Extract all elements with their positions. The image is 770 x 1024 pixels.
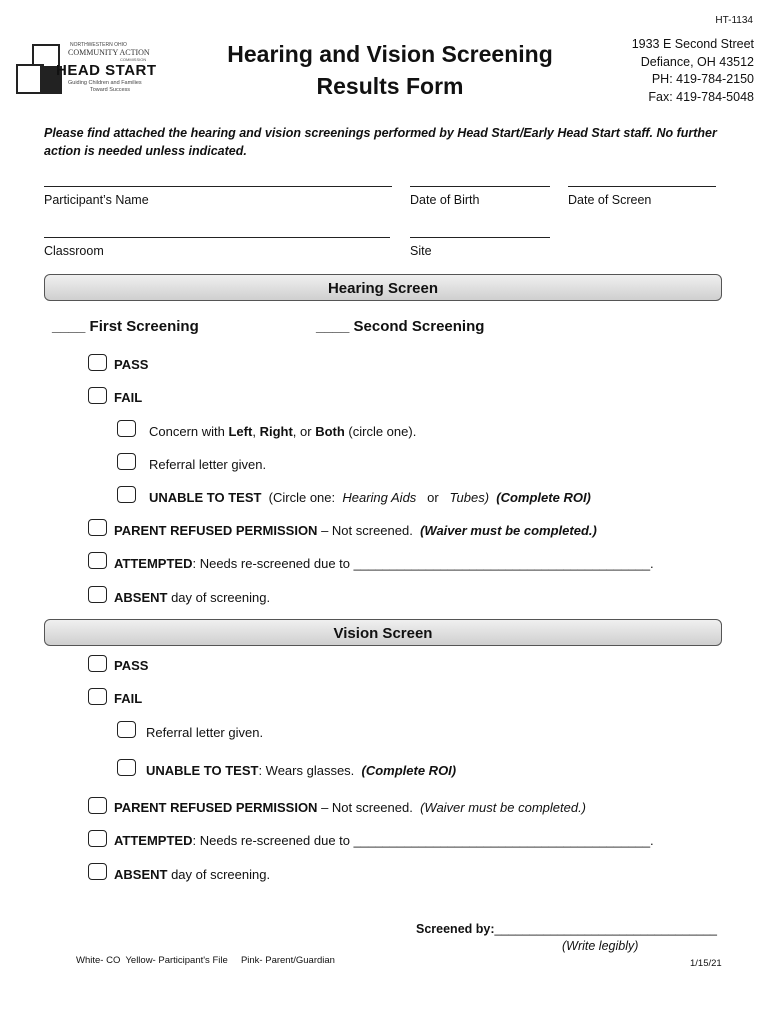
logo-tagline-2: Toward Success bbox=[90, 87, 131, 93]
vision-attempted-text: ATTEMPTED: Needs re-screened due to _________________________________________. bbox=[114, 833, 654, 848]
vision-unable-checkbox[interactable] bbox=[117, 759, 136, 776]
logo-org-small: NORTHWESTERN OHIO bbox=[70, 42, 127, 48]
hearing-unable-text: UNABLE TO TEST (Circle one: Hearing Aids or Tubes) (Complete ROI) bbox=[149, 490, 591, 505]
second-screening: ____ Second Screening bbox=[316, 318, 485, 335]
copy-distribution: White- CO Yellow- Participant's File Pink- Parent/Guardian bbox=[76, 955, 335, 966]
hearing-fail-label: FAIL bbox=[114, 390, 143, 405]
screened-by-line[interactable]: ________________________________ bbox=[494, 922, 717, 936]
form-title bbox=[220, 38, 560, 102]
hearing-absent-text: ABSENT day of screening. bbox=[114, 590, 271, 605]
hearing-fail-checkbox[interactable] bbox=[88, 387, 107, 404]
vision-fail-label: FAIL bbox=[114, 691, 143, 706]
vision-absent-checkbox[interactable] bbox=[88, 863, 107, 880]
logo-tagline-1: Guiding Children and Families bbox=[68, 80, 142, 86]
logo-org-sub: COMMISSION bbox=[120, 57, 147, 62]
screened-by-label: Screened by: bbox=[416, 922, 495, 936]
hearing-absent-checkbox[interactable] bbox=[88, 586, 107, 603]
vision-referral-checkbox[interactable] bbox=[117, 721, 136, 738]
hearing-refused-checkbox[interactable] bbox=[88, 519, 107, 536]
site-label: Site bbox=[410, 244, 432, 258]
vision-unable-text: UNABLE TO TEST: Wears glasses. (Complete ROI) bbox=[146, 763, 457, 778]
vision-fail-checkbox[interactable] bbox=[88, 688, 107, 705]
hearing-screen-header: Hearing Screen bbox=[44, 274, 722, 301]
hearing-referral-text: Referral letter given. bbox=[149, 457, 267, 472]
vision-referral-text: Referral letter given. bbox=[146, 725, 264, 740]
title-line-2: Results Form bbox=[316, 73, 464, 99]
hearing-refused-text: PARENT REFUSED PERMISSION – Not screened. (Waiver must be completed.) bbox=[114, 523, 597, 538]
hearing-attempted-checkbox[interactable] bbox=[88, 552, 107, 569]
hearing-concern-checkbox[interactable] bbox=[117, 420, 136, 437]
logo-org-name: COMMUNITY ACTION bbox=[68, 48, 150, 57]
date-of-screen-field[interactable] bbox=[568, 186, 716, 187]
classroom-label: Classroom bbox=[44, 244, 104, 258]
vision-pass-checkbox[interactable] bbox=[88, 655, 107, 672]
date-of-birth-label: Date of Birth bbox=[410, 193, 480, 207]
screened-by bbox=[416, 922, 717, 936]
vision-absent-text: ABSENT day of screening. bbox=[114, 867, 271, 882]
address-city: Defiance, OH 43512 bbox=[640, 54, 754, 69]
classroom-field[interactable] bbox=[44, 237, 390, 238]
date-of-screen-label: Date of Screen bbox=[568, 193, 652, 207]
date-of-birth-field[interactable] bbox=[410, 186, 550, 187]
hearing-pass-label: PASS bbox=[114, 357, 149, 372]
intro-text: Please find attached the hearing and vision screenings performed by Head Start/Early Head Start staff. No further action is needed unless indicated. bbox=[44, 126, 717, 158]
address-street: 1933 E Second Street bbox=[631, 37, 754, 51]
revision-date: 1/15/21 bbox=[690, 958, 722, 969]
vision-refused-text: PARENT REFUSED PERMISSION – Not screened. (Waiver must be completed.) bbox=[114, 800, 587, 815]
vision-pass-label: PASS bbox=[114, 658, 149, 673]
vision-attempted-checkbox[interactable] bbox=[88, 830, 107, 847]
first-screening: ____ First Screening bbox=[52, 318, 199, 335]
write-legibly-note: (Write legibly) bbox=[562, 939, 639, 953]
title-line-1: Hearing and Vision Screening bbox=[227, 41, 553, 67]
vision-refused-checkbox[interactable] bbox=[88, 797, 107, 814]
hearing-unable-checkbox[interactable] bbox=[117, 486, 136, 503]
vision-screen-header: Vision Screen bbox=[44, 619, 722, 646]
site-field[interactable] bbox=[410, 237, 550, 238]
address-fax: Fax: 419-784-5048 bbox=[648, 89, 754, 104]
hearing-referral-checkbox[interactable] bbox=[117, 453, 136, 470]
logo-program: HEAD START bbox=[56, 62, 157, 79]
address-phone: PH: 419-784-2150 bbox=[651, 72, 754, 86]
head-start-logo bbox=[12, 40, 192, 100]
address-block bbox=[632, 36, 754, 106]
participant-name-label: Participant’s Name bbox=[44, 193, 149, 207]
hearing-attempted-text: ATTEMPTED: Needs re-screened due to _________________________________________. bbox=[114, 556, 654, 571]
hearing-pass-checkbox[interactable] bbox=[88, 354, 107, 371]
hearing-concern-text: Concern with Left, Right, or Both (circle one). bbox=[149, 424, 417, 439]
participant-name-field[interactable] bbox=[44, 186, 392, 187]
form-code: HT-1134 bbox=[715, 15, 753, 26]
